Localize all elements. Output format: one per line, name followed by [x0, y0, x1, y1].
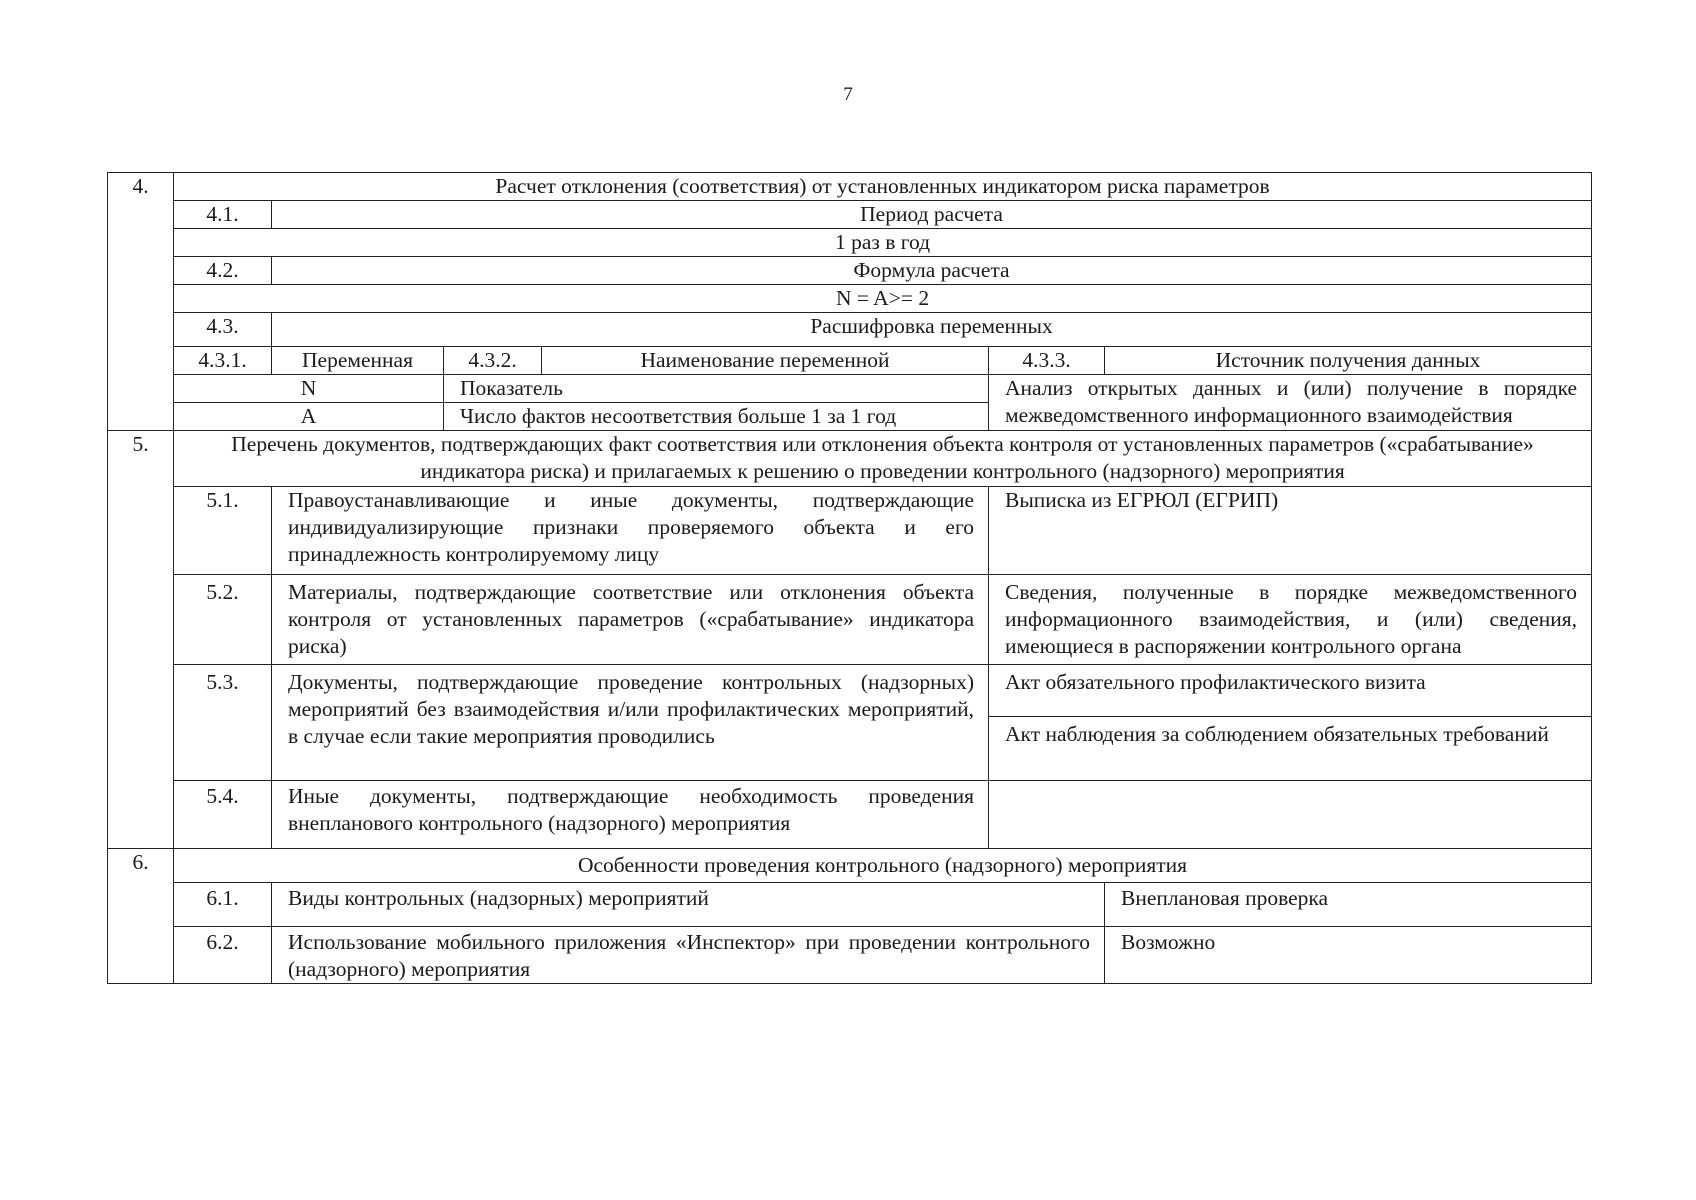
- row-4-3-label: Расшифровка переменных: [272, 313, 1592, 347]
- row-6-1-value: Внеплановая проверка: [1105, 883, 1592, 927]
- section-5-header-row: [108, 431, 1592, 487]
- variable-symbol: N: [174, 375, 444, 403]
- row-6-1-number: 6.1.: [174, 883, 272, 927]
- row-5-1-text: Правоустанавливающие и иные документы, подтверждающие индивидуализирующие признаки проверяемого объекта и его принадлежность контролируемому лицу: [272, 487, 989, 575]
- header-variable: Переменная: [272, 347, 444, 375]
- row-5-3-text: Документы, подтверждающие проведение контрольных (надзорных) мероприятий без взаимодействия и/или профилактических мероприятий, в случае если такие мероприятия проводились: [272, 665, 989, 781]
- section-5-title: Перечень документов, подтверждающих факт соответствия или отклонения объекта контроля от установленных параметров («срабатывание» индикатора риска) и прилагаемых к решению о проведении контрольного (надзорного) мероприятия: [174, 431, 1592, 487]
- header-4-3-3-number: 4.3.3.: [989, 347, 1105, 375]
- row-5-3-document-1: Акт обязательного профилактического визита: [989, 665, 1591, 717]
- row-5-1: [108, 487, 1592, 575]
- row-4-2: [108, 257, 1592, 285]
- row-5-3: [108, 665, 1592, 781]
- row-6-2-number: 6.2.: [174, 927, 272, 984]
- row-4-3: [108, 313, 1592, 347]
- row-5-4-text: Иные документы, подтверждающие необходимость проведения внепланового контрольного (надзорного) мероприятия: [272, 781, 989, 849]
- variables-header-row: [108, 347, 1592, 375]
- row-6-2-text: Использование мобильного приложения «Инспектор» при проведении контрольного (надзорного) мероприятия: [272, 927, 1105, 984]
- header-data-source: Источник получения данных: [1105, 347, 1592, 375]
- row-4-1-value: [108, 229, 1592, 257]
- formula-value: N = A>= 2: [174, 285, 1592, 313]
- variable-symbol: A: [174, 403, 444, 431]
- section-4-header-row: [108, 173, 1592, 201]
- page-number: 7: [843, 84, 853, 105]
- row-5-3-number: 5.3.: [174, 665, 272, 781]
- section-6-title: Особенности проведения контрольного (надзорного) мероприятия: [174, 849, 1592, 883]
- section-5-number: 5.: [108, 431, 174, 849]
- calculation-period-value: 1 раз в год: [174, 229, 1592, 257]
- row-5-3-documents: [989, 665, 1592, 781]
- row-5-1-number: 5.1.: [174, 487, 272, 575]
- row-4-2-number: 4.2.: [174, 257, 272, 285]
- row-4-3-number: 4.3.: [174, 313, 272, 347]
- row-5-4: [108, 781, 1592, 849]
- row-5-3-document-2: Акт наблюдения за соблюдением обязательных требований: [1005, 722, 1549, 746]
- section-4-title: Расчет отклонения (соответствия) от установленных индикатором риска параметров: [174, 173, 1592, 201]
- row-6-1-text: Виды контрольных (надзорных) мероприятий: [272, 883, 1105, 927]
- risk-indicator-table: [107, 172, 1592, 984]
- row-5-2: [108, 575, 1592, 665]
- row-5-2-text: Материалы, подтверждающие соответствие или отклонения объекта контроля от установленных параметров («срабатывание» индикатора риска): [272, 575, 989, 665]
- variable-row-n: [108, 375, 1592, 403]
- data-source-text: Анализ открытых данных и (или) получение в порядке межведомственного информационного взаимодействия: [989, 375, 1592, 431]
- section-6-number: 6.: [108, 849, 174, 984]
- header-4-3-1-number: 4.3.1.: [174, 347, 272, 375]
- section-4-number: 4.: [108, 173, 174, 431]
- row-5-4-number: 5.4.: [174, 781, 272, 849]
- variable-name: Число фактов несоответствия больше 1 за 1 год: [444, 403, 989, 431]
- header-4-3-2-number: 4.3.2.: [444, 347, 542, 375]
- row-4-1-label: Период расчета: [272, 201, 1592, 229]
- row-5-4-document: [989, 781, 1592, 849]
- row-5-2-number: 5.2.: [174, 575, 272, 665]
- row-6-2-value: Возможно: [1105, 927, 1592, 984]
- header-variable-name: Наименование переменной: [542, 347, 989, 375]
- row-4-2-value: [108, 285, 1592, 313]
- row-6-1: [108, 883, 1592, 927]
- row-6-2: [108, 927, 1592, 984]
- row-4-2-label: Формула расчета: [272, 257, 1592, 285]
- row-4-1-number: 4.1.: [174, 201, 272, 229]
- row-4-1: [108, 201, 1592, 229]
- variable-name: Показатель: [444, 375, 989, 403]
- row-5-1-document: Выписка из ЕГРЮЛ (ЕГРИП): [989, 487, 1592, 575]
- section-6-header-row: [108, 849, 1592, 883]
- row-5-2-document: Сведения, полученные в порядке межведомственного информационного взаимодействия, и (или) сведения, имеющиеся в распоряжении контрольного органа: [989, 575, 1592, 665]
